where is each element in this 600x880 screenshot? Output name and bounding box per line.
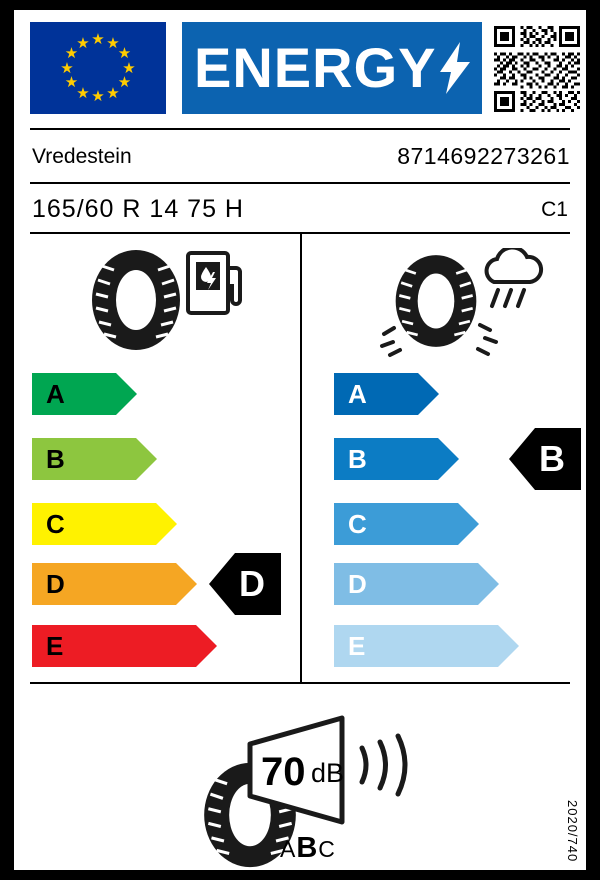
fuel-grade-row-1 bbox=[32, 438, 136, 480]
fuel-result-value: D bbox=[235, 553, 281, 615]
noise-class-b: B bbox=[296, 832, 319, 864]
fuel-grade-label-1: B bbox=[32, 438, 136, 480]
wet-grade-label-3: D bbox=[334, 563, 478, 605]
noise-class-row bbox=[280, 832, 336, 865]
wet-grade-row-1 bbox=[334, 438, 438, 480]
tyre-icon bbox=[88, 248, 184, 352]
fuel-result-marker bbox=[209, 553, 281, 615]
regulation-code: 2020/740 bbox=[565, 799, 580, 862]
wet-grade-label-2: C bbox=[334, 503, 458, 545]
fuel-grade-row-0 bbox=[32, 373, 116, 415]
rain-cloud-icon bbox=[476, 248, 548, 320]
serial-number: 8714692273261 bbox=[397, 143, 570, 169]
fuel-result-arrow bbox=[209, 553, 235, 615]
tyre-energy-label bbox=[14, 10, 586, 870]
fuel-grade-label-4: E bbox=[32, 625, 196, 667]
wet-grade-row-0 bbox=[334, 373, 418, 415]
noise-class-a: A bbox=[280, 836, 297, 862]
divider-noise bbox=[30, 682, 570, 684]
fuel-grade-label-0: A bbox=[32, 373, 116, 415]
noise-class-c: C bbox=[318, 836, 336, 862]
fuel-grade-label-3: D bbox=[32, 563, 176, 605]
wet-result-value: B bbox=[535, 428, 581, 490]
wet-grade-row-3 bbox=[334, 563, 478, 605]
brand-name: Vredestein bbox=[32, 145, 132, 168]
fuel-grade-row-2 bbox=[32, 503, 156, 545]
wet-grade-row-4 bbox=[334, 625, 498, 667]
wet-result-arrow bbox=[509, 428, 535, 490]
wet-result-marker bbox=[509, 428, 581, 490]
divider-panels bbox=[300, 232, 302, 682]
fuel-grade-row-4 bbox=[32, 625, 196, 667]
fuel-pump-icon bbox=[186, 250, 246, 316]
tyre-size: 165/60 R 14 75 H bbox=[32, 195, 244, 223]
divider-header bbox=[30, 128, 570, 130]
noise-unit: dB bbox=[311, 758, 345, 788]
tyre-class-code: C1 bbox=[541, 198, 568, 221]
qr-code-icon bbox=[494, 26, 580, 112]
wet-grade-row-2 bbox=[334, 503, 458, 545]
fuel-grade-label-2: C bbox=[32, 503, 156, 545]
energy-banner bbox=[182, 22, 482, 114]
wet-grade-label-1: B bbox=[334, 438, 438, 480]
sound-waves-icon bbox=[354, 730, 424, 800]
fuel-grade-row-3 bbox=[32, 563, 176, 605]
energy-word: ENERGY bbox=[194, 36, 437, 99]
wet-grade-label-4: E bbox=[334, 625, 498, 667]
divider-brand bbox=[30, 182, 570, 184]
eu-flag: ★ ★ ★ ★ ★ ★ ★ ★ ★ ★ ★ ★ bbox=[30, 22, 166, 114]
label-header bbox=[14, 10, 586, 128]
wet-grade-label-0: A bbox=[334, 373, 418, 415]
lightning-bolt-icon bbox=[440, 42, 470, 94]
noise-value: 70 bbox=[261, 750, 306, 794]
